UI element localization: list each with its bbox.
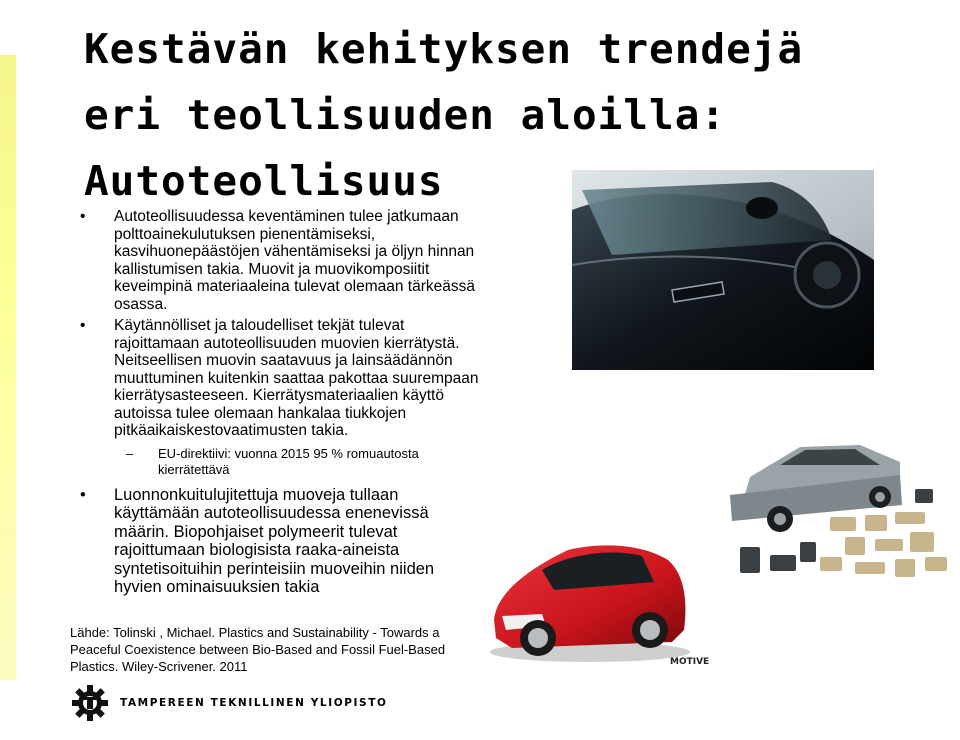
red-car-photo: [472, 530, 710, 672]
car-door-photo: [572, 170, 874, 370]
university-logo: [70, 683, 388, 723]
source-citation: Lähde: Tolinski , Michael. Plastics and Sustainability - Towards a Peaceful Coexistence between Bio-Based and Fossil Fuel-Based Plastics. Wiley-Scrivener. 2011: [70, 625, 446, 674]
left-accent-bar: [0, 55, 16, 680]
bullet-list: [80, 208, 480, 601]
sedan-parts-photo: [710, 417, 958, 595]
university-name: TAMPEREEN TEKNILLINEN YLIOPISTO: [120, 697, 388, 709]
motive-logo: MOTIVE: [670, 657, 710, 667]
title-line-1: Kestävän kehityksen trendejä: [84, 25, 804, 73]
bullet-1: • Autoteollisuudessa keventäminen tulee jatkumaan polttoainekulutuksen pienentämiseksi, kasvihuonepäästöjen vähentämiseksi ja öljyn hinnan kallistumisen takia. Muovit ja muovikomposiitit keveimpinä materiaaleina tulevat olemaan tärkeässä osassa.: [80, 208, 480, 313]
title-line-2: eri teollisuuden aloilla:: [84, 91, 727, 139]
gear-icon: [70, 683, 110, 723]
bullet-2: • Käytännölliset ja taloudelliset tekjät tulevat rajoittamaan autoteollisuuden muovien kierrätystä. Neitseellisen muovin saatavuus ja lainsäädännön muuttuminen kuitenkin saattaa pakottaa suurempaan kierrätysasteeseen. Kierrätysmateriaalien käyttö autoissa tulee olemaan hankalaa tiukkojen pitkäaikaiskestovaatimusten takia.: [80, 317, 480, 440]
sub-bullet: – EU-direktiivi: vuonna 2015 95 % romuautosta kierrätettävä: [80, 446, 480, 478]
title-line-3: Autoteollisuus: [84, 157, 444, 205]
bullet-3: • Luonnonkuitulujitettuja muoveja tullaan käyttämään autoteollisuudessa enenevissä määrin. Biopohjaiset polymeerit tulevat rajoittumaan biologisista raaka-aineista syntetisoituihin perinteisiin muoveihin niiden hyvien ominaisuuksien takia: [80, 486, 480, 597]
